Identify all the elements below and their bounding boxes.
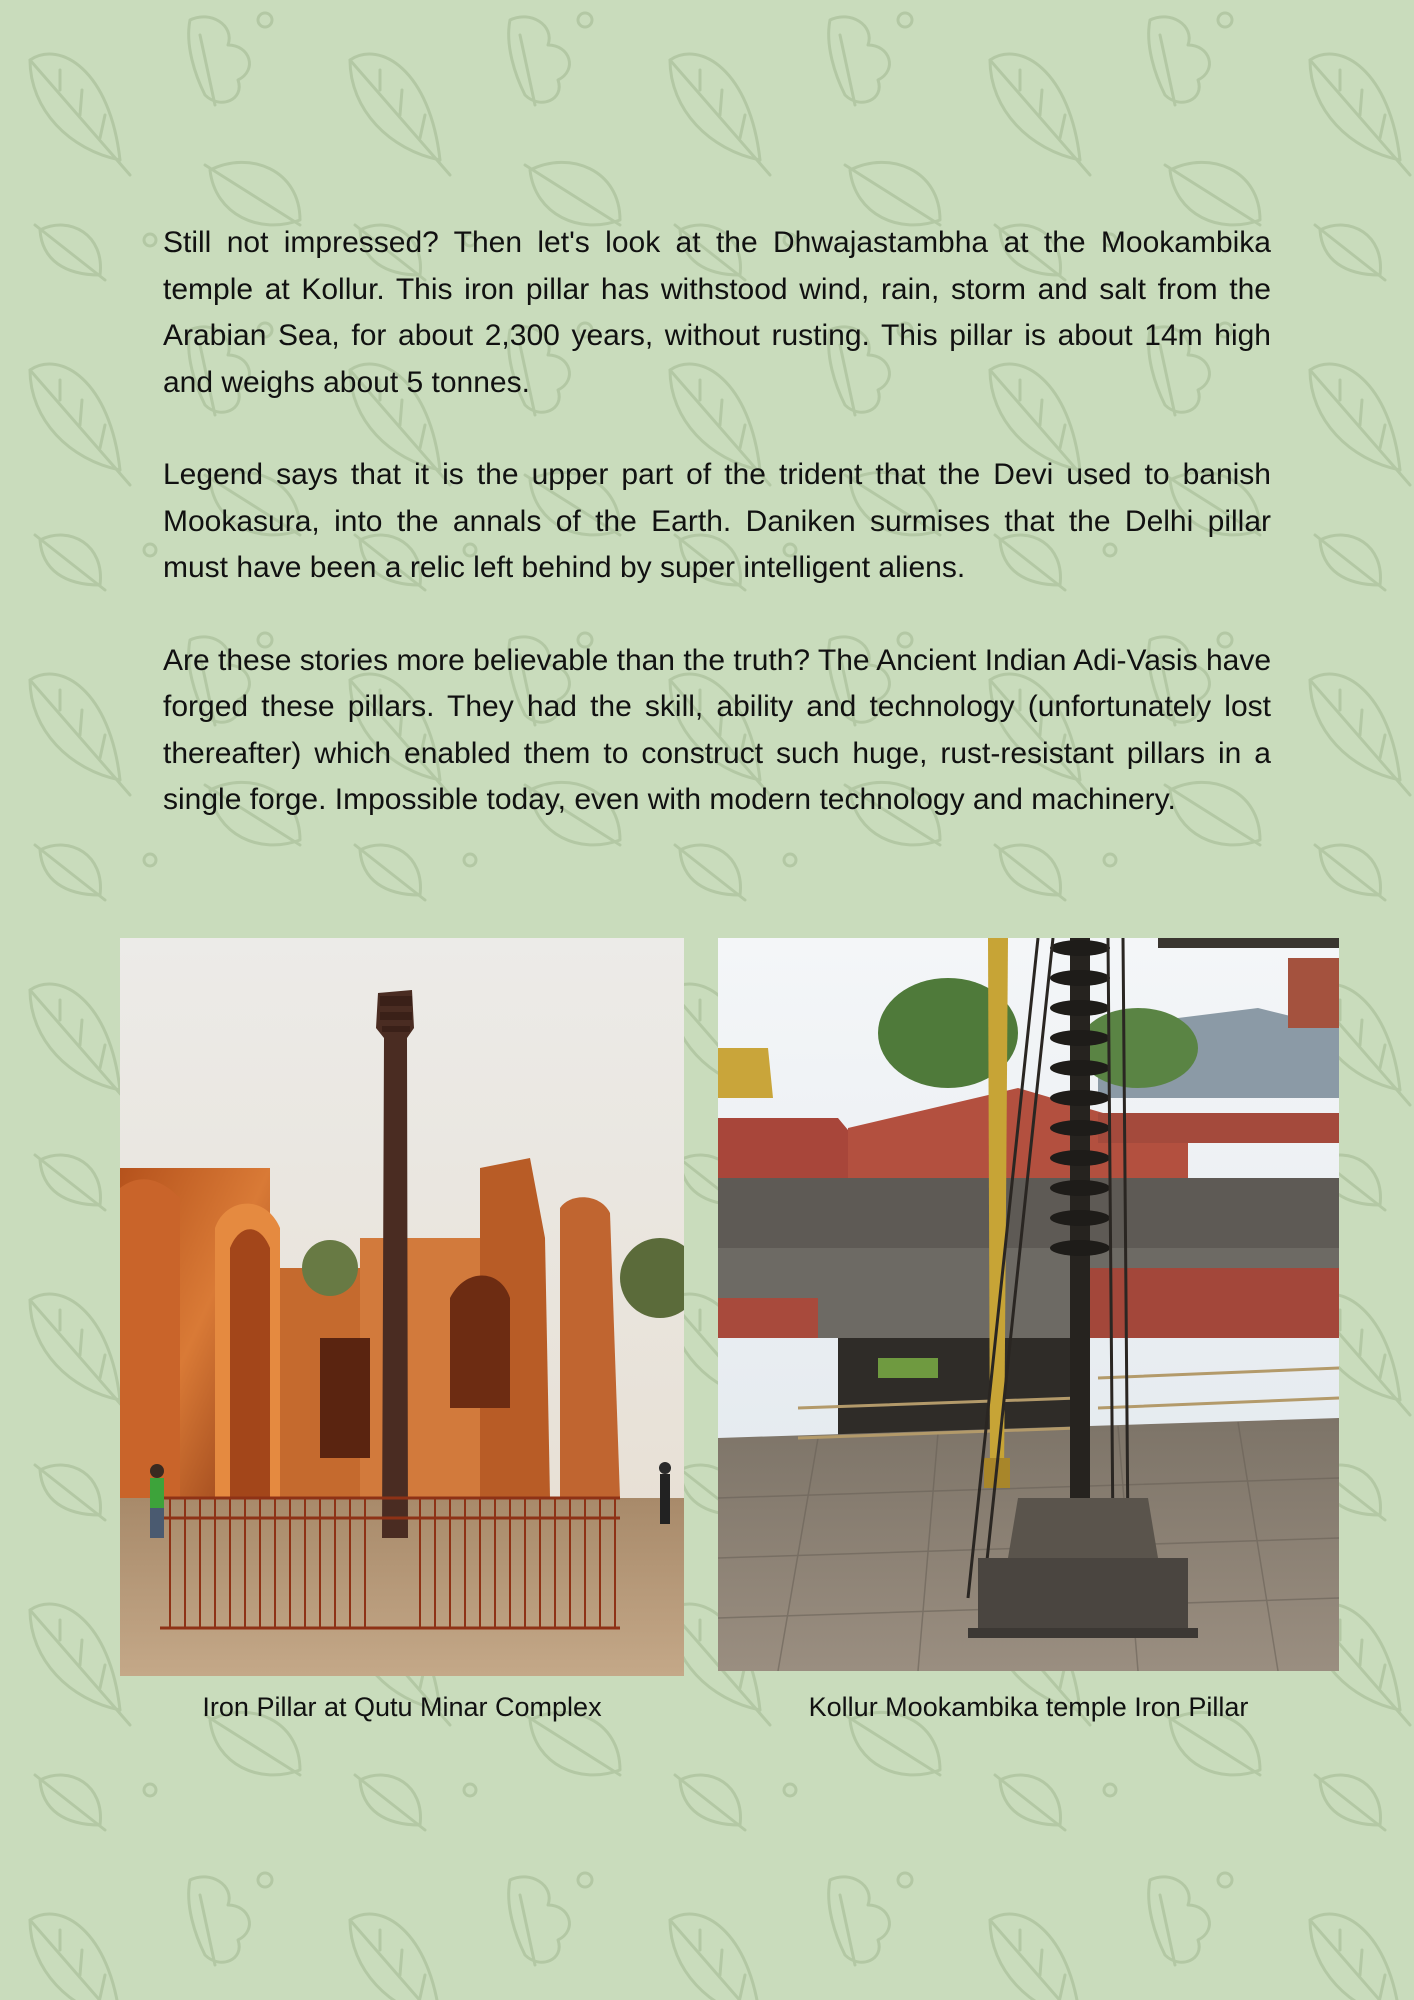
photo-kollur-dhwajastambha	[718, 938, 1339, 1671]
paragraph-adivasis: Are these stories more believable than the truth? The Ancient Indian Adi-Vasis have forged these pillars. They had the skill, ability and technology (unfortunately lost thereafter) which enabled them to construct such huge, rust-resistant pillars in a single forge. Impossible today, even with modern technology and machinery.	[163, 643, 1271, 816]
paragraph-legend: Legend says that it is the upper part of the trident that the Devi used to banish Mookasura, into the annals of the Earth. Daniken surmises that the Delhi pillar must have been a relic left behind by super intelligent aliens.	[163, 458, 1271, 584]
caption-qutub-iron-pillar: Iron Pillar at Qutu Minar Complex	[202, 1692, 602, 1722]
photo-qutub-iron-pillar	[120, 938, 684, 1676]
paragraph-dhwajastambha: Still not impressed? Then let's look at the Dhwajastambha at the Mookambika temple at Kollur. This iron pillar has withstood wind, rain, storm and salt from the Arabian Sea, for about 2,300 years, without rusting. This pillar is about 14m high and weighs about 5 tonnes.	[163, 226, 1271, 399]
caption-kollur-iron-pillar: Kollur Mookambika temple Iron Pillar	[808, 1692, 1249, 1722]
article-body	[163, 220, 1271, 870]
